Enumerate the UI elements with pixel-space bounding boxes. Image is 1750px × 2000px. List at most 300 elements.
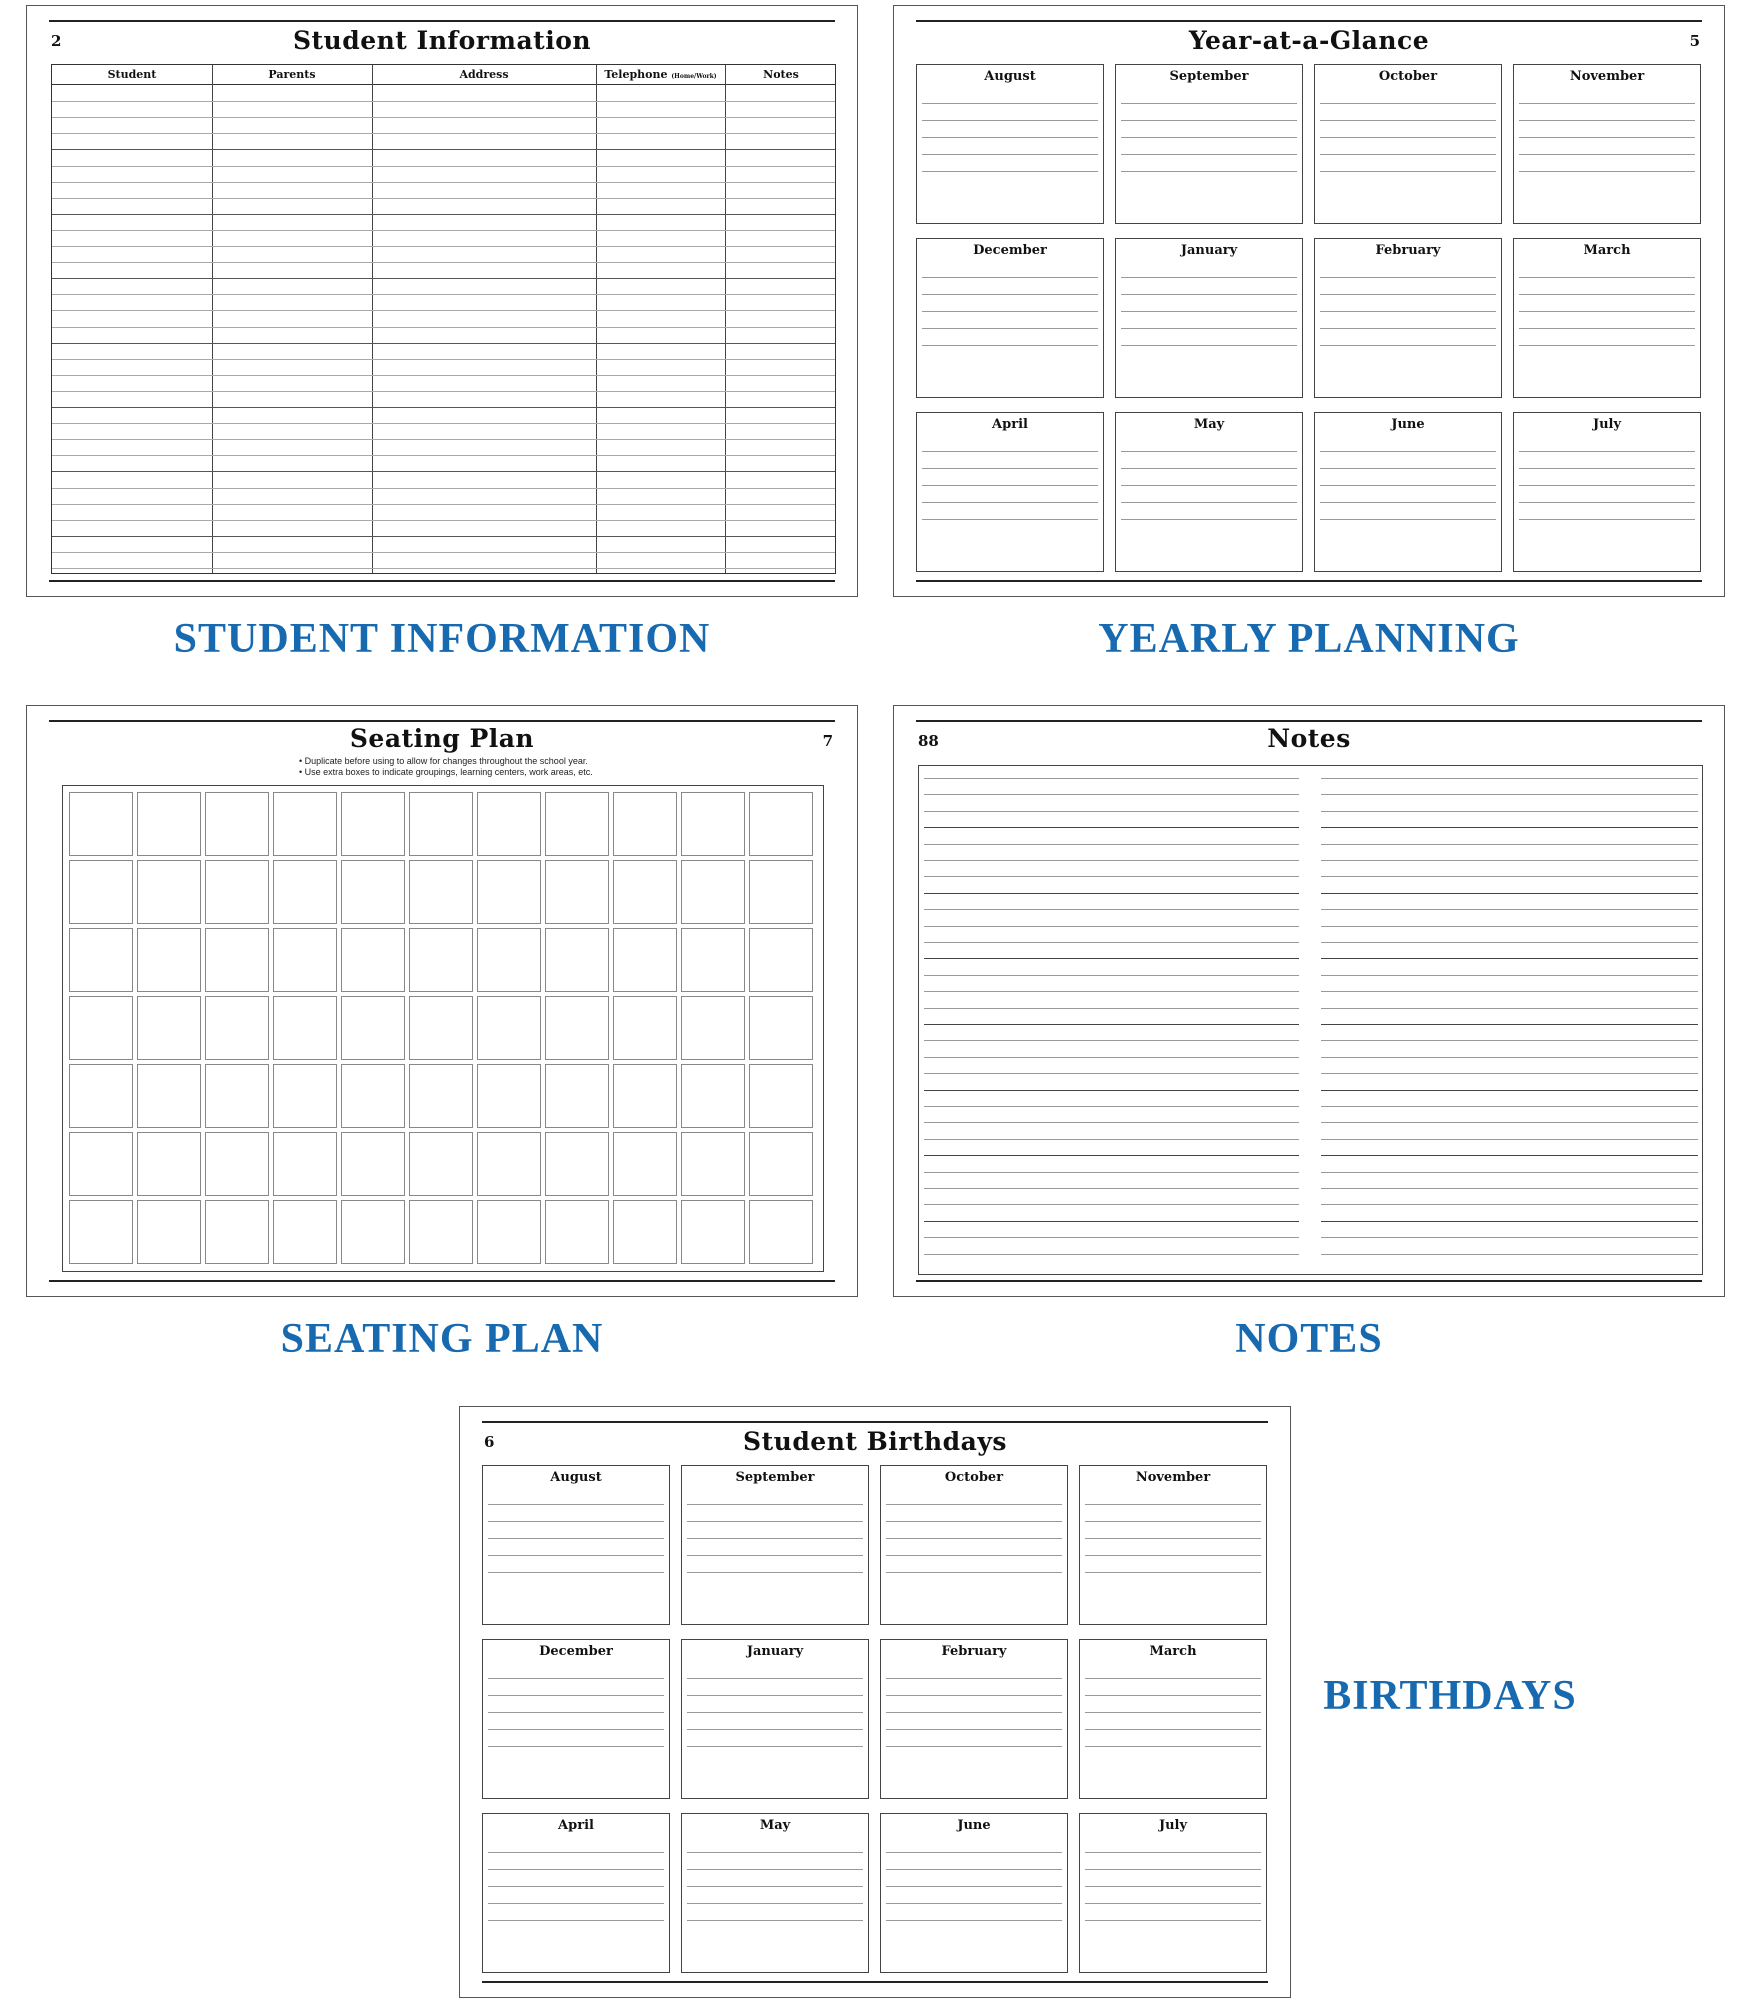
writing-line bbox=[886, 1695, 1062, 1696]
seat-box bbox=[409, 792, 473, 856]
writing-line bbox=[924, 1073, 1299, 1074]
seat-box bbox=[341, 1064, 405, 1128]
writing-line bbox=[922, 171, 1098, 172]
writing-line bbox=[1320, 294, 1496, 295]
seat-box bbox=[205, 1132, 269, 1196]
writing-line bbox=[924, 893, 1299, 894]
writing-line bbox=[886, 1538, 1062, 1539]
writing-line bbox=[922, 451, 1098, 452]
seat-box bbox=[749, 1200, 813, 1264]
top-rule bbox=[916, 20, 1702, 22]
writing-line bbox=[924, 1024, 1299, 1025]
seat-box bbox=[205, 792, 269, 856]
table-row-line bbox=[52, 182, 835, 183]
writing-line bbox=[1121, 154, 1297, 155]
table-row-line bbox=[52, 423, 835, 424]
writing-line bbox=[1321, 876, 1698, 877]
writing-line bbox=[924, 1172, 1299, 1173]
writing-line bbox=[687, 1521, 863, 1522]
table-row-line bbox=[52, 230, 835, 231]
writing-line bbox=[488, 1903, 664, 1904]
writing-line bbox=[924, 1040, 1299, 1041]
seat-box bbox=[273, 1064, 337, 1128]
writing-line bbox=[886, 1572, 1062, 1573]
top-rule bbox=[482, 1421, 1268, 1423]
writing-line bbox=[1320, 154, 1496, 155]
page-title: Year-at-a-Glance bbox=[1188, 26, 1430, 55]
seat-box bbox=[613, 1200, 677, 1264]
seat-box bbox=[137, 1200, 201, 1264]
writing-line bbox=[1519, 328, 1695, 329]
writing-line bbox=[1121, 171, 1297, 172]
month-label: October bbox=[944, 1470, 1004, 1485]
table-row-line bbox=[52, 294, 835, 295]
writing-line bbox=[1321, 942, 1698, 943]
writing-line bbox=[488, 1521, 664, 1522]
seat-box bbox=[205, 860, 269, 924]
writing-line bbox=[1085, 1886, 1261, 1887]
writing-line bbox=[924, 1139, 1299, 1140]
writing-line bbox=[1085, 1729, 1261, 1730]
telephone-label: Telephone bbox=[604, 68, 668, 81]
writing-line bbox=[924, 860, 1299, 861]
bottom-rule bbox=[49, 1280, 835, 1282]
notes-column-right bbox=[1321, 766, 1698, 1274]
writing-line bbox=[1121, 345, 1297, 346]
table-row-line bbox=[52, 359, 835, 360]
table-row-line bbox=[52, 133, 835, 134]
writing-line bbox=[924, 1237, 1299, 1238]
seat-box bbox=[545, 860, 609, 924]
seat-box bbox=[137, 792, 201, 856]
writing-line bbox=[687, 1729, 863, 1730]
writing-line bbox=[1519, 468, 1695, 469]
seat-box bbox=[477, 1064, 541, 1128]
writing-line bbox=[1085, 1712, 1261, 1713]
writing-line bbox=[1519, 103, 1695, 104]
writing-line bbox=[1085, 1572, 1261, 1573]
table-row-line bbox=[52, 375, 835, 376]
birthdays-page bbox=[459, 1406, 1291, 1998]
writing-line bbox=[1320, 277, 1496, 278]
month-box bbox=[1079, 1813, 1267, 1973]
column-header-telephone bbox=[596, 68, 725, 81]
writing-line bbox=[886, 1903, 1062, 1904]
month-box bbox=[1079, 1465, 1267, 1625]
writing-line bbox=[924, 1090, 1299, 1091]
writing-line bbox=[886, 1729, 1062, 1730]
month-label: February bbox=[1375, 243, 1441, 258]
writing-line bbox=[1121, 485, 1297, 486]
writing-line bbox=[924, 778, 1299, 779]
month-box bbox=[1513, 64, 1701, 224]
month-label: June bbox=[1391, 417, 1425, 432]
column-header-student: Student bbox=[107, 68, 157, 81]
seat-box bbox=[545, 1064, 609, 1128]
writing-line bbox=[488, 1886, 664, 1887]
seat-box bbox=[273, 996, 337, 1060]
seat-box bbox=[749, 1064, 813, 1128]
writing-line bbox=[1519, 294, 1695, 295]
writing-line bbox=[924, 926, 1299, 927]
seat-box bbox=[137, 860, 201, 924]
writing-line bbox=[1321, 1254, 1698, 1255]
writing-line bbox=[488, 1869, 664, 1870]
caption-yearly-planning: YEARLY PLANNING bbox=[1098, 616, 1520, 662]
seat-box bbox=[681, 1064, 745, 1128]
writing-line bbox=[922, 311, 1098, 312]
instruction-line: • Duplicate before using to allow for changes throughout the school year. bbox=[299, 756, 588, 766]
writing-line bbox=[924, 1008, 1299, 1009]
seat-box bbox=[273, 928, 337, 992]
seat-box bbox=[409, 928, 473, 992]
writing-line bbox=[1519, 154, 1695, 155]
instruction-line: • Use extra boxes to indicate groupings, learning centers, work areas, etc. bbox=[299, 767, 593, 777]
writing-line bbox=[687, 1572, 863, 1573]
writing-line bbox=[1320, 103, 1496, 104]
seat-box bbox=[613, 792, 677, 856]
table-row-line bbox=[52, 310, 835, 311]
month-label: April bbox=[558, 1818, 594, 1833]
writing-line bbox=[886, 1504, 1062, 1505]
writing-line bbox=[1321, 860, 1698, 861]
month-box bbox=[1079, 1639, 1267, 1799]
seat-box bbox=[69, 996, 133, 1060]
seat-box bbox=[545, 1132, 609, 1196]
writing-line bbox=[924, 1204, 1299, 1205]
writing-line bbox=[1085, 1869, 1261, 1870]
seat-box bbox=[681, 928, 745, 992]
month-label: June bbox=[957, 1818, 991, 1833]
writing-line bbox=[924, 909, 1299, 910]
writing-line bbox=[488, 1678, 664, 1679]
month-box bbox=[681, 1465, 869, 1625]
month-box bbox=[1314, 238, 1502, 398]
writing-line bbox=[687, 1746, 863, 1747]
seat-box bbox=[341, 860, 405, 924]
writing-line bbox=[1321, 1221, 1698, 1222]
writing-line bbox=[1321, 1139, 1698, 1140]
writing-line bbox=[1320, 485, 1496, 486]
student-information-table bbox=[51, 64, 836, 574]
table-row-line bbox=[52, 166, 835, 167]
writing-line bbox=[1320, 502, 1496, 503]
table-row-line bbox=[52, 455, 835, 456]
seat-box bbox=[749, 928, 813, 992]
month-box bbox=[916, 412, 1104, 572]
month-label: July bbox=[1158, 1818, 1188, 1833]
writing-line bbox=[1321, 1024, 1698, 1025]
writing-line bbox=[1121, 451, 1297, 452]
seat-box bbox=[137, 1064, 201, 1128]
writing-line bbox=[1321, 1090, 1698, 1091]
month-box bbox=[880, 1639, 1068, 1799]
writing-line bbox=[488, 1572, 664, 1573]
writing-line bbox=[488, 1852, 664, 1853]
writing-line bbox=[1321, 1073, 1698, 1074]
month-label: February bbox=[941, 1644, 1007, 1659]
month-label: October bbox=[1378, 69, 1438, 84]
writing-line bbox=[1321, 1172, 1698, 1173]
writing-line bbox=[687, 1555, 863, 1556]
month-label: May bbox=[1193, 417, 1225, 432]
bottom-rule bbox=[482, 1981, 1268, 1983]
writing-line bbox=[1121, 137, 1297, 138]
seat-box bbox=[341, 996, 405, 1060]
writing-line bbox=[687, 1903, 863, 1904]
seat-box bbox=[69, 928, 133, 992]
seat-box bbox=[613, 996, 677, 1060]
page-number: 2 bbox=[51, 32, 62, 50]
seat-box bbox=[137, 996, 201, 1060]
seat-box bbox=[477, 860, 541, 924]
seat-box bbox=[477, 996, 541, 1060]
month-box bbox=[1314, 412, 1502, 572]
writing-line bbox=[1320, 137, 1496, 138]
seating-grid bbox=[62, 785, 824, 1272]
writing-line bbox=[488, 1920, 664, 1921]
writing-line bbox=[886, 1920, 1062, 1921]
writing-line bbox=[1519, 519, 1695, 520]
table-row-line bbox=[52, 471, 835, 472]
seat-box bbox=[681, 792, 745, 856]
top-rule bbox=[49, 720, 835, 722]
page-number: 88 bbox=[918, 732, 939, 750]
writing-line bbox=[1321, 827, 1698, 828]
seat-box bbox=[749, 860, 813, 924]
writing-line bbox=[922, 485, 1098, 486]
writing-line bbox=[1085, 1746, 1261, 1747]
table-rows bbox=[52, 85, 835, 573]
writing-line bbox=[1121, 311, 1297, 312]
top-rule bbox=[916, 720, 1702, 722]
month-box bbox=[482, 1639, 670, 1799]
writing-line bbox=[924, 1221, 1299, 1222]
seat-box bbox=[681, 996, 745, 1060]
writing-line bbox=[924, 975, 1299, 976]
month-box bbox=[681, 1813, 869, 1973]
month-label: September bbox=[1169, 69, 1249, 84]
writing-line bbox=[1085, 1521, 1261, 1522]
seating-plan-page bbox=[26, 705, 858, 1297]
writing-line bbox=[922, 502, 1098, 503]
writing-line bbox=[1320, 171, 1496, 172]
writing-line bbox=[924, 811, 1299, 812]
writing-line bbox=[488, 1695, 664, 1696]
month-label: May bbox=[759, 1818, 791, 1833]
writing-line bbox=[1320, 519, 1496, 520]
telephone-note: (Home/Work) bbox=[671, 73, 717, 80]
writing-line bbox=[886, 1555, 1062, 1556]
table-row-line bbox=[52, 391, 835, 392]
seat-box bbox=[341, 792, 405, 856]
month-label: March bbox=[1149, 1644, 1197, 1659]
month-label: April bbox=[992, 417, 1028, 432]
month-box bbox=[1115, 412, 1303, 572]
writing-line bbox=[886, 1746, 1062, 1747]
writing-line bbox=[924, 942, 1299, 943]
seat-box bbox=[409, 1200, 473, 1264]
writing-line bbox=[1320, 328, 1496, 329]
writing-line bbox=[1085, 1555, 1261, 1556]
month-label: January bbox=[1180, 243, 1238, 258]
table-row-line bbox=[52, 488, 835, 489]
writing-line bbox=[922, 345, 1098, 346]
seat-box bbox=[477, 1132, 541, 1196]
table-row-line bbox=[52, 536, 835, 537]
writing-line bbox=[488, 1746, 664, 1747]
writing-line bbox=[924, 1106, 1299, 1107]
writing-line bbox=[1519, 485, 1695, 486]
writing-line bbox=[1085, 1903, 1261, 1904]
table-row-line bbox=[52, 504, 835, 505]
month-label: March bbox=[1583, 243, 1631, 258]
seat-box bbox=[69, 860, 133, 924]
writing-line bbox=[1321, 1008, 1698, 1009]
month-label: August bbox=[984, 69, 1036, 84]
month-label: November bbox=[1135, 1470, 1211, 1485]
column-header-parents: Parents bbox=[268, 68, 316, 81]
writing-line bbox=[1085, 1695, 1261, 1696]
writing-line bbox=[1121, 519, 1297, 520]
caption-birthdays: BIRTHDAYS bbox=[1323, 1673, 1577, 1719]
month-box bbox=[1314, 64, 1502, 224]
table-row-line bbox=[52, 439, 835, 440]
seat-box bbox=[477, 792, 541, 856]
seat-box bbox=[681, 1132, 745, 1196]
page-number: 6 bbox=[484, 1433, 495, 1451]
month-label: August bbox=[550, 1470, 602, 1485]
table-row-line bbox=[52, 214, 835, 215]
seat-box bbox=[613, 1132, 677, 1196]
seat-box bbox=[749, 1132, 813, 1196]
writing-line bbox=[687, 1869, 863, 1870]
writing-line bbox=[687, 1538, 863, 1539]
writing-line bbox=[924, 1155, 1299, 1156]
writing-line bbox=[1519, 345, 1695, 346]
seat-box bbox=[69, 1132, 133, 1196]
writing-line bbox=[922, 277, 1098, 278]
seat-box bbox=[69, 1200, 133, 1264]
notes-page bbox=[893, 705, 1725, 1297]
seat-box bbox=[137, 928, 201, 992]
writing-line bbox=[1321, 1057, 1698, 1058]
writing-line bbox=[687, 1852, 863, 1853]
month-label: September bbox=[735, 1470, 815, 1485]
writing-line bbox=[1321, 958, 1698, 959]
seating-instructions bbox=[299, 756, 593, 778]
writing-line bbox=[1321, 1122, 1698, 1123]
seat-box bbox=[69, 792, 133, 856]
writing-line bbox=[1519, 451, 1695, 452]
table-row-line bbox=[52, 101, 835, 102]
seat-box bbox=[273, 860, 337, 924]
table-row-line bbox=[52, 117, 835, 118]
month-box bbox=[916, 238, 1104, 398]
table-row-line bbox=[52, 278, 835, 279]
writing-line bbox=[488, 1538, 664, 1539]
writing-line bbox=[1320, 345, 1496, 346]
month-box bbox=[681, 1639, 869, 1799]
writing-line bbox=[922, 137, 1098, 138]
seat-box bbox=[205, 1200, 269, 1264]
writing-line bbox=[1121, 294, 1297, 295]
writing-line bbox=[1121, 468, 1297, 469]
seat-box bbox=[409, 860, 473, 924]
writing-line bbox=[488, 1729, 664, 1730]
writing-line bbox=[1085, 1538, 1261, 1539]
writing-line bbox=[687, 1695, 863, 1696]
seat-box bbox=[341, 1132, 405, 1196]
seat-box bbox=[545, 792, 609, 856]
page-title: Student Information bbox=[292, 26, 592, 55]
writing-line bbox=[1321, 1204, 1698, 1205]
writing-line bbox=[922, 328, 1098, 329]
month-box bbox=[482, 1813, 670, 1973]
writing-line bbox=[1121, 103, 1297, 104]
writing-line bbox=[1321, 1106, 1698, 1107]
table-row-line bbox=[52, 552, 835, 553]
seat-box bbox=[409, 996, 473, 1060]
seat-box bbox=[545, 1200, 609, 1264]
writing-line bbox=[924, 1057, 1299, 1058]
seat-box bbox=[205, 928, 269, 992]
writing-line bbox=[1321, 975, 1698, 976]
writing-line bbox=[687, 1678, 863, 1679]
seat-box bbox=[205, 996, 269, 1060]
writing-line bbox=[687, 1504, 863, 1505]
seat-box bbox=[137, 1132, 201, 1196]
seat-box bbox=[273, 1132, 337, 1196]
writing-line bbox=[1321, 794, 1698, 795]
bottom-rule bbox=[916, 1280, 1702, 1282]
table-row-line bbox=[52, 520, 835, 521]
writing-line bbox=[922, 120, 1098, 121]
month-box bbox=[880, 1465, 1068, 1625]
writing-line bbox=[687, 1920, 863, 1921]
writing-line bbox=[886, 1712, 1062, 1713]
yearly-planning-page bbox=[893, 5, 1725, 597]
writing-line bbox=[886, 1886, 1062, 1887]
month-box bbox=[1115, 238, 1303, 398]
writing-line bbox=[1085, 1920, 1261, 1921]
seat-box bbox=[545, 996, 609, 1060]
writing-line bbox=[1320, 468, 1496, 469]
month-box bbox=[916, 64, 1104, 224]
writing-line bbox=[886, 1852, 1062, 1853]
page-number: 7 bbox=[822, 732, 833, 750]
writing-line bbox=[1519, 120, 1695, 121]
month-box bbox=[482, 1465, 670, 1625]
seat-box bbox=[681, 860, 745, 924]
writing-line bbox=[1321, 909, 1698, 910]
writing-line bbox=[1085, 1678, 1261, 1679]
writing-line bbox=[1321, 811, 1698, 812]
seat-box bbox=[409, 1064, 473, 1128]
writing-line bbox=[922, 103, 1098, 104]
writing-line bbox=[1321, 844, 1698, 845]
writing-line bbox=[924, 876, 1299, 877]
seat-box bbox=[749, 792, 813, 856]
seat-box bbox=[477, 1200, 541, 1264]
seat-box bbox=[273, 792, 337, 856]
writing-line bbox=[1320, 120, 1496, 121]
table-row-line bbox=[52, 407, 835, 408]
writing-line bbox=[1321, 926, 1698, 927]
writing-line bbox=[488, 1504, 664, 1505]
bottom-rule bbox=[916, 580, 1702, 582]
writing-line bbox=[924, 1254, 1299, 1255]
